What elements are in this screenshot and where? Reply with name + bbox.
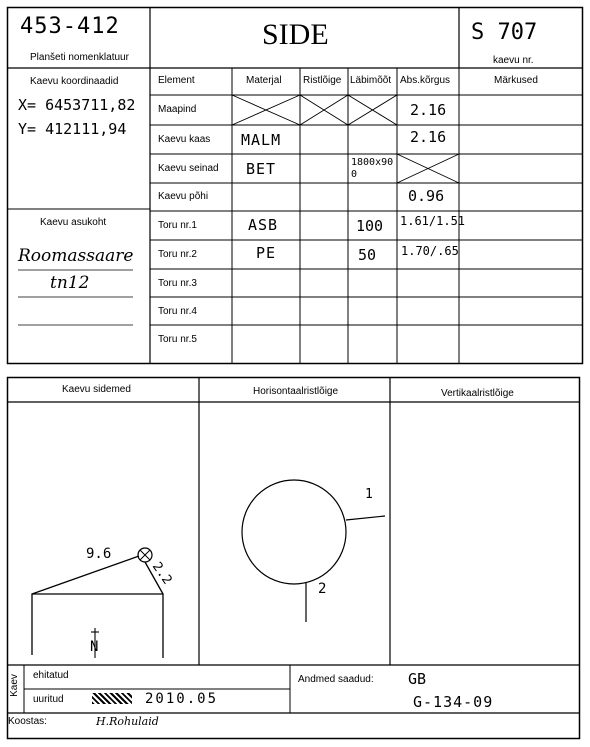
- cell-diameter: 100: [356, 217, 384, 235]
- cell-diameter: 1800x900: [351, 157, 394, 180]
- well-number-label: kaevu nr.: [493, 55, 534, 66]
- row-element: Kaevu kaas: [158, 134, 211, 145]
- location-number: tn12: [50, 273, 90, 293]
- well-number: S 707: [471, 20, 538, 45]
- pipe-label-2: 2: [318, 581, 327, 597]
- cell-elevation: 0.96: [408, 187, 445, 205]
- header-crosssection: Ristlõige: [303, 75, 342, 86]
- author-label: Koostas:: [8, 716, 47, 727]
- crossed-out-mark: [92, 693, 132, 704]
- cell-elevation: 1.70/.65: [401, 244, 459, 258]
- header-elevation: Abs.kõrgus: [400, 75, 451, 86]
- nomenclature-number: 453-412: [20, 14, 120, 39]
- location-street: Roomassaare: [18, 246, 134, 266]
- surveyed-value: 2010.05: [145, 691, 219, 707]
- data-source-line1: GB: [408, 670, 427, 688]
- header-diameter: Läbimõõt: [350, 75, 392, 86]
- vertical-section-label: Vertikaalristlõige: [441, 388, 514, 399]
- pipe-label-1: 1: [365, 487, 373, 502]
- cell-diameter: 50: [358, 246, 377, 264]
- coordinate-y: Y= 412111,94: [18, 120, 127, 138]
- row-element: Maapind: [158, 104, 197, 115]
- coordinates-label: Kaevu koordinaadid: [30, 76, 119, 87]
- header-notes: Märkused: [494, 75, 538, 86]
- cell-elevation: 2.16: [410, 128, 447, 146]
- row-element: Toru nr.2: [158, 249, 197, 260]
- tie-distance-2: 2.2: [148, 559, 175, 588]
- header-material: Materjal: [246, 75, 282, 86]
- surveyed-label: uuritud: [33, 694, 64, 705]
- cell-material: ASB: [248, 216, 279, 234]
- nomenclature-label: Planšeti nomenklatuur: [30, 52, 129, 63]
- data-source-label: Andmed saadud:: [298, 674, 374, 685]
- row-element: Toru nr.1: [158, 220, 197, 231]
- ties-label: Kaevu sidemed: [62, 384, 131, 395]
- data-source-line2: G-134-09: [413, 693, 494, 711]
- header-element: Element: [158, 75, 195, 86]
- author-value: H.Rohulaid: [96, 715, 159, 728]
- location-label: Kaevu asukoht: [40, 217, 107, 228]
- row-element: Kaevu põhi: [158, 191, 209, 202]
- row-element: Toru nr.3: [158, 278, 197, 289]
- cell-material: BET: [246, 160, 277, 178]
- coordinate-x: X= 6453711,82: [18, 96, 136, 114]
- tie-distance-1: 9.6: [86, 546, 112, 562]
- cell-elevation: 2.16: [410, 101, 447, 119]
- north-label: N: [90, 639, 99, 655]
- cell-elevation: 1.61/1.51: [400, 214, 466, 228]
- row-element: Kaevu seinad: [158, 163, 219, 174]
- built-label: ehitatud: [33, 670, 69, 681]
- row-element: Toru nr.4: [158, 306, 197, 317]
- row-element: Toru nr.5: [158, 334, 197, 345]
- cell-material: MALM: [241, 131, 282, 149]
- cell-material: PE: [256, 244, 277, 262]
- horizontal-section-label: Horisontaalristlõige: [253, 386, 339, 397]
- page-title: SIDE: [262, 18, 329, 51]
- well-side-label: Kaev: [8, 674, 20, 697]
